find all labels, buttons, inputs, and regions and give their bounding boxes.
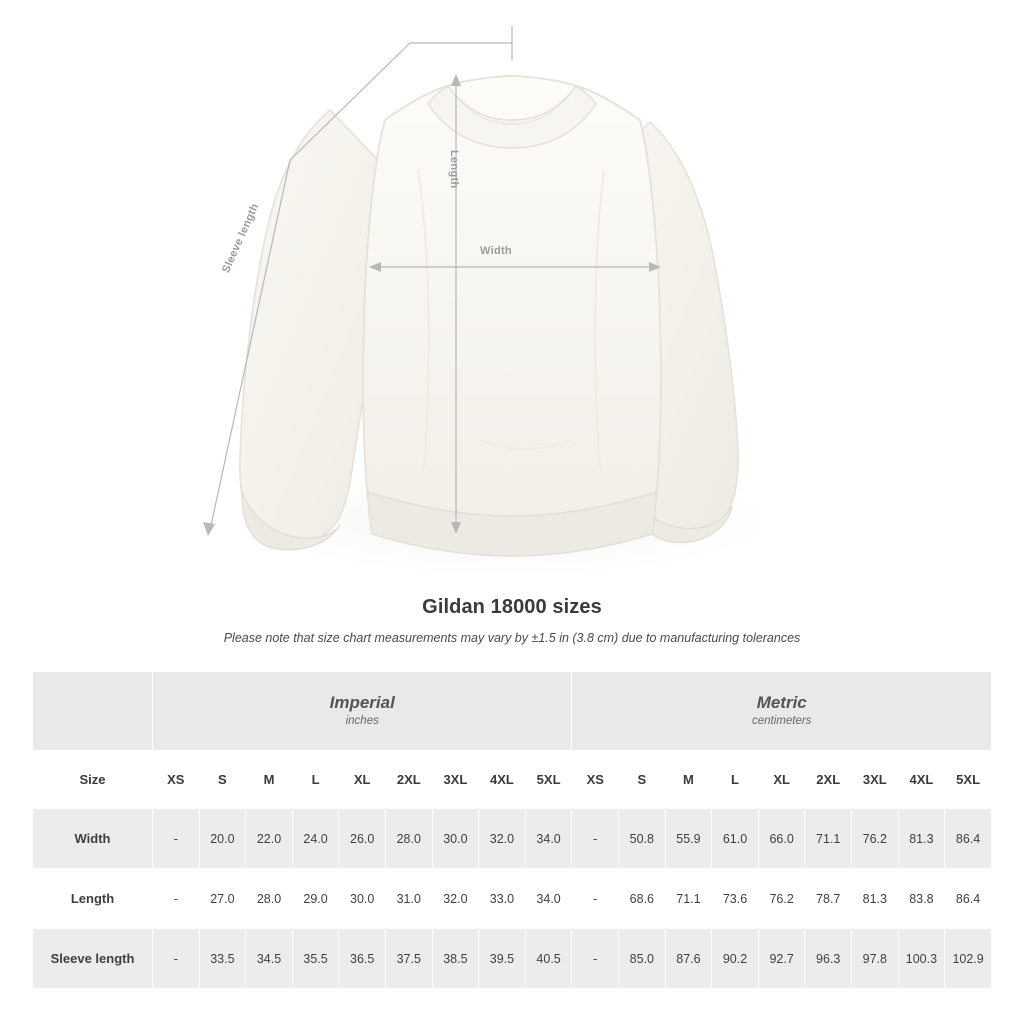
size-header-imperial-2xl: 2XL [385,751,432,809]
size-header-imperial-3xl: 3XL [432,751,479,809]
page-title: Gildan 18000 sizes [422,596,602,618]
table-row-sleeve-length [33,929,992,989]
cell-length-metric-s: 68.6 [619,869,666,929]
table-row-width [33,809,992,869]
cell-length-metric-4xl: 83.8 [898,869,945,929]
cell-length-metric-m: 71.1 [665,869,712,929]
cell-sleeve-metric-m: 87.6 [665,929,712,989]
cell-width-metric-s: 50.8 [619,809,666,869]
size-table-container [32,671,992,989]
cell-sleeve-imperial-s: 33.5 [199,929,246,989]
size-header-imperial-4xl: 4XL [479,751,526,809]
cell-length-imperial-3xl: 32.0 [432,869,479,929]
measurement-lines [180,0,844,592]
size-header-metric-s: S [619,751,666,809]
cell-width-metric-2xl: 71.1 [805,809,852,869]
cell-length-imperial-xl: 30.0 [339,869,386,929]
cell-width-imperial-5xl: 34.0 [525,809,572,869]
cell-sleeve-metric-xs: - [572,929,619,989]
cell-width-imperial-xl: 26.0 [339,809,386,869]
imperial-header [153,672,572,751]
imperial-name: Imperial [329,692,395,712]
cell-width-imperial-3xl: 30.0 [432,809,479,869]
size-table [32,671,992,989]
size-header-imperial-s: S [199,751,246,809]
size-header-metric-3xl: 3XL [852,751,899,809]
cell-sleeve-metric-5xl: 102.9 [945,929,992,989]
size-header-metric-m: M [665,751,712,809]
units-header-row [33,672,992,751]
size-header-metric-2xl: 2XL [805,751,852,809]
cell-width-metric-3xl: 76.2 [852,809,899,869]
cell-width-metric-l: 61.0 [712,809,759,869]
size-header-metric-xs: XS [572,751,619,809]
cell-sleeve-imperial-3xl: 38.5 [432,929,479,989]
cell-sleeve-metric-3xl: 97.8 [852,929,899,989]
imperial-sub: inches [345,715,379,727]
cell-length-metric-2xl: 78.7 [805,869,852,929]
size-header-metric-l: L [712,751,759,809]
size-header-imperial-xl: XL [339,751,386,809]
cell-sleeve-metric-xl: 92.7 [758,929,805,989]
cell-sleeve-metric-l: 90.2 [712,929,759,989]
cell-sleeve-imperial-5xl: 40.5 [525,929,572,989]
cell-sleeve-metric-2xl: 96.3 [805,929,852,989]
cell-sleeve-imperial-xs: - [153,929,200,989]
size-header-imperial-xs: XS [153,751,200,809]
row-label-length: Length [33,869,153,929]
cell-length-metric-xs: - [572,869,619,929]
cell-width-metric-xl: 66.0 [758,809,805,869]
corner-blank [33,672,153,751]
size-header-metric-4xl: 4XL [898,751,945,809]
cell-length-imperial-xs: - [153,869,200,929]
sizes-header-row [33,751,992,809]
cell-sleeve-imperial-xl: 36.5 [339,929,386,989]
size-header-metric-5xl: 5XL [945,751,992,809]
cell-width-imperial-2xl: 28.0 [385,809,432,869]
cell-length-metric-xl: 76.2 [758,869,805,929]
cell-width-imperial-4xl: 32.0 [479,809,526,869]
size-header-imperial-5xl: 5XL [525,751,572,809]
title-block [0,596,1024,645]
cell-sleeve-metric-4xl: 100.3 [898,929,945,989]
cell-length-imperial-l: 29.0 [292,869,339,929]
cell-length-metric-5xl: 86.4 [945,869,992,929]
cell-length-metric-l: 73.6 [712,869,759,929]
cell-width-metric-m: 55.9 [665,809,712,869]
cell-width-metric-5xl: 86.4 [945,809,992,869]
size-header-imperial-m: M [246,751,293,809]
length-label: Length [448,150,460,189]
cell-sleeve-imperial-2xl: 37.5 [385,929,432,989]
cell-width-imperial-s: 20.0 [199,809,246,869]
cell-length-imperial-5xl: 34.0 [525,869,572,929]
size-corner-label: Size [33,751,153,809]
cell-width-metric-4xl: 81.3 [898,809,945,869]
cell-sleeve-metric-s: 85.0 [619,929,666,989]
tolerance-note: Please note that size chart measurements may vary by ±1.5 in (3.8 cm) due to manufacturing tolerances [223,631,801,645]
cell-width-imperial-xs: - [153,809,200,869]
table-row-length [33,869,992,929]
cell-sleeve-imperial-m: 34.5 [246,929,293,989]
width-label: Width [480,245,512,257]
metric-header [572,672,992,751]
row-label-width: Width [33,809,153,869]
cell-length-metric-3xl: 81.3 [852,869,899,929]
row-label-sleeve-length: Sleeve length [33,929,153,989]
cell-sleeve-imperial-l: 35.5 [292,929,339,989]
metric-sub: centimeters [752,715,812,727]
cell-sleeve-imperial-4xl: 39.5 [479,929,526,989]
cell-width-imperial-m: 22.0 [246,809,293,869]
metric-name: Metric [756,692,807,712]
cell-length-imperial-s: 27.0 [199,869,246,929]
cell-length-imperial-m: 28.0 [246,869,293,929]
sweatshirt-graphic [180,0,844,592]
size-header-imperial-l: L [292,751,339,809]
cell-width-imperial-l: 24.0 [292,809,339,869]
sleeve-length-label: Sleeve length [220,201,262,275]
cell-length-imperial-2xl: 31.0 [385,869,432,929]
cell-width-metric-xs: - [572,809,619,869]
size-header-metric-xl: XL [758,751,805,809]
cell-length-imperial-4xl: 33.0 [479,869,526,929]
